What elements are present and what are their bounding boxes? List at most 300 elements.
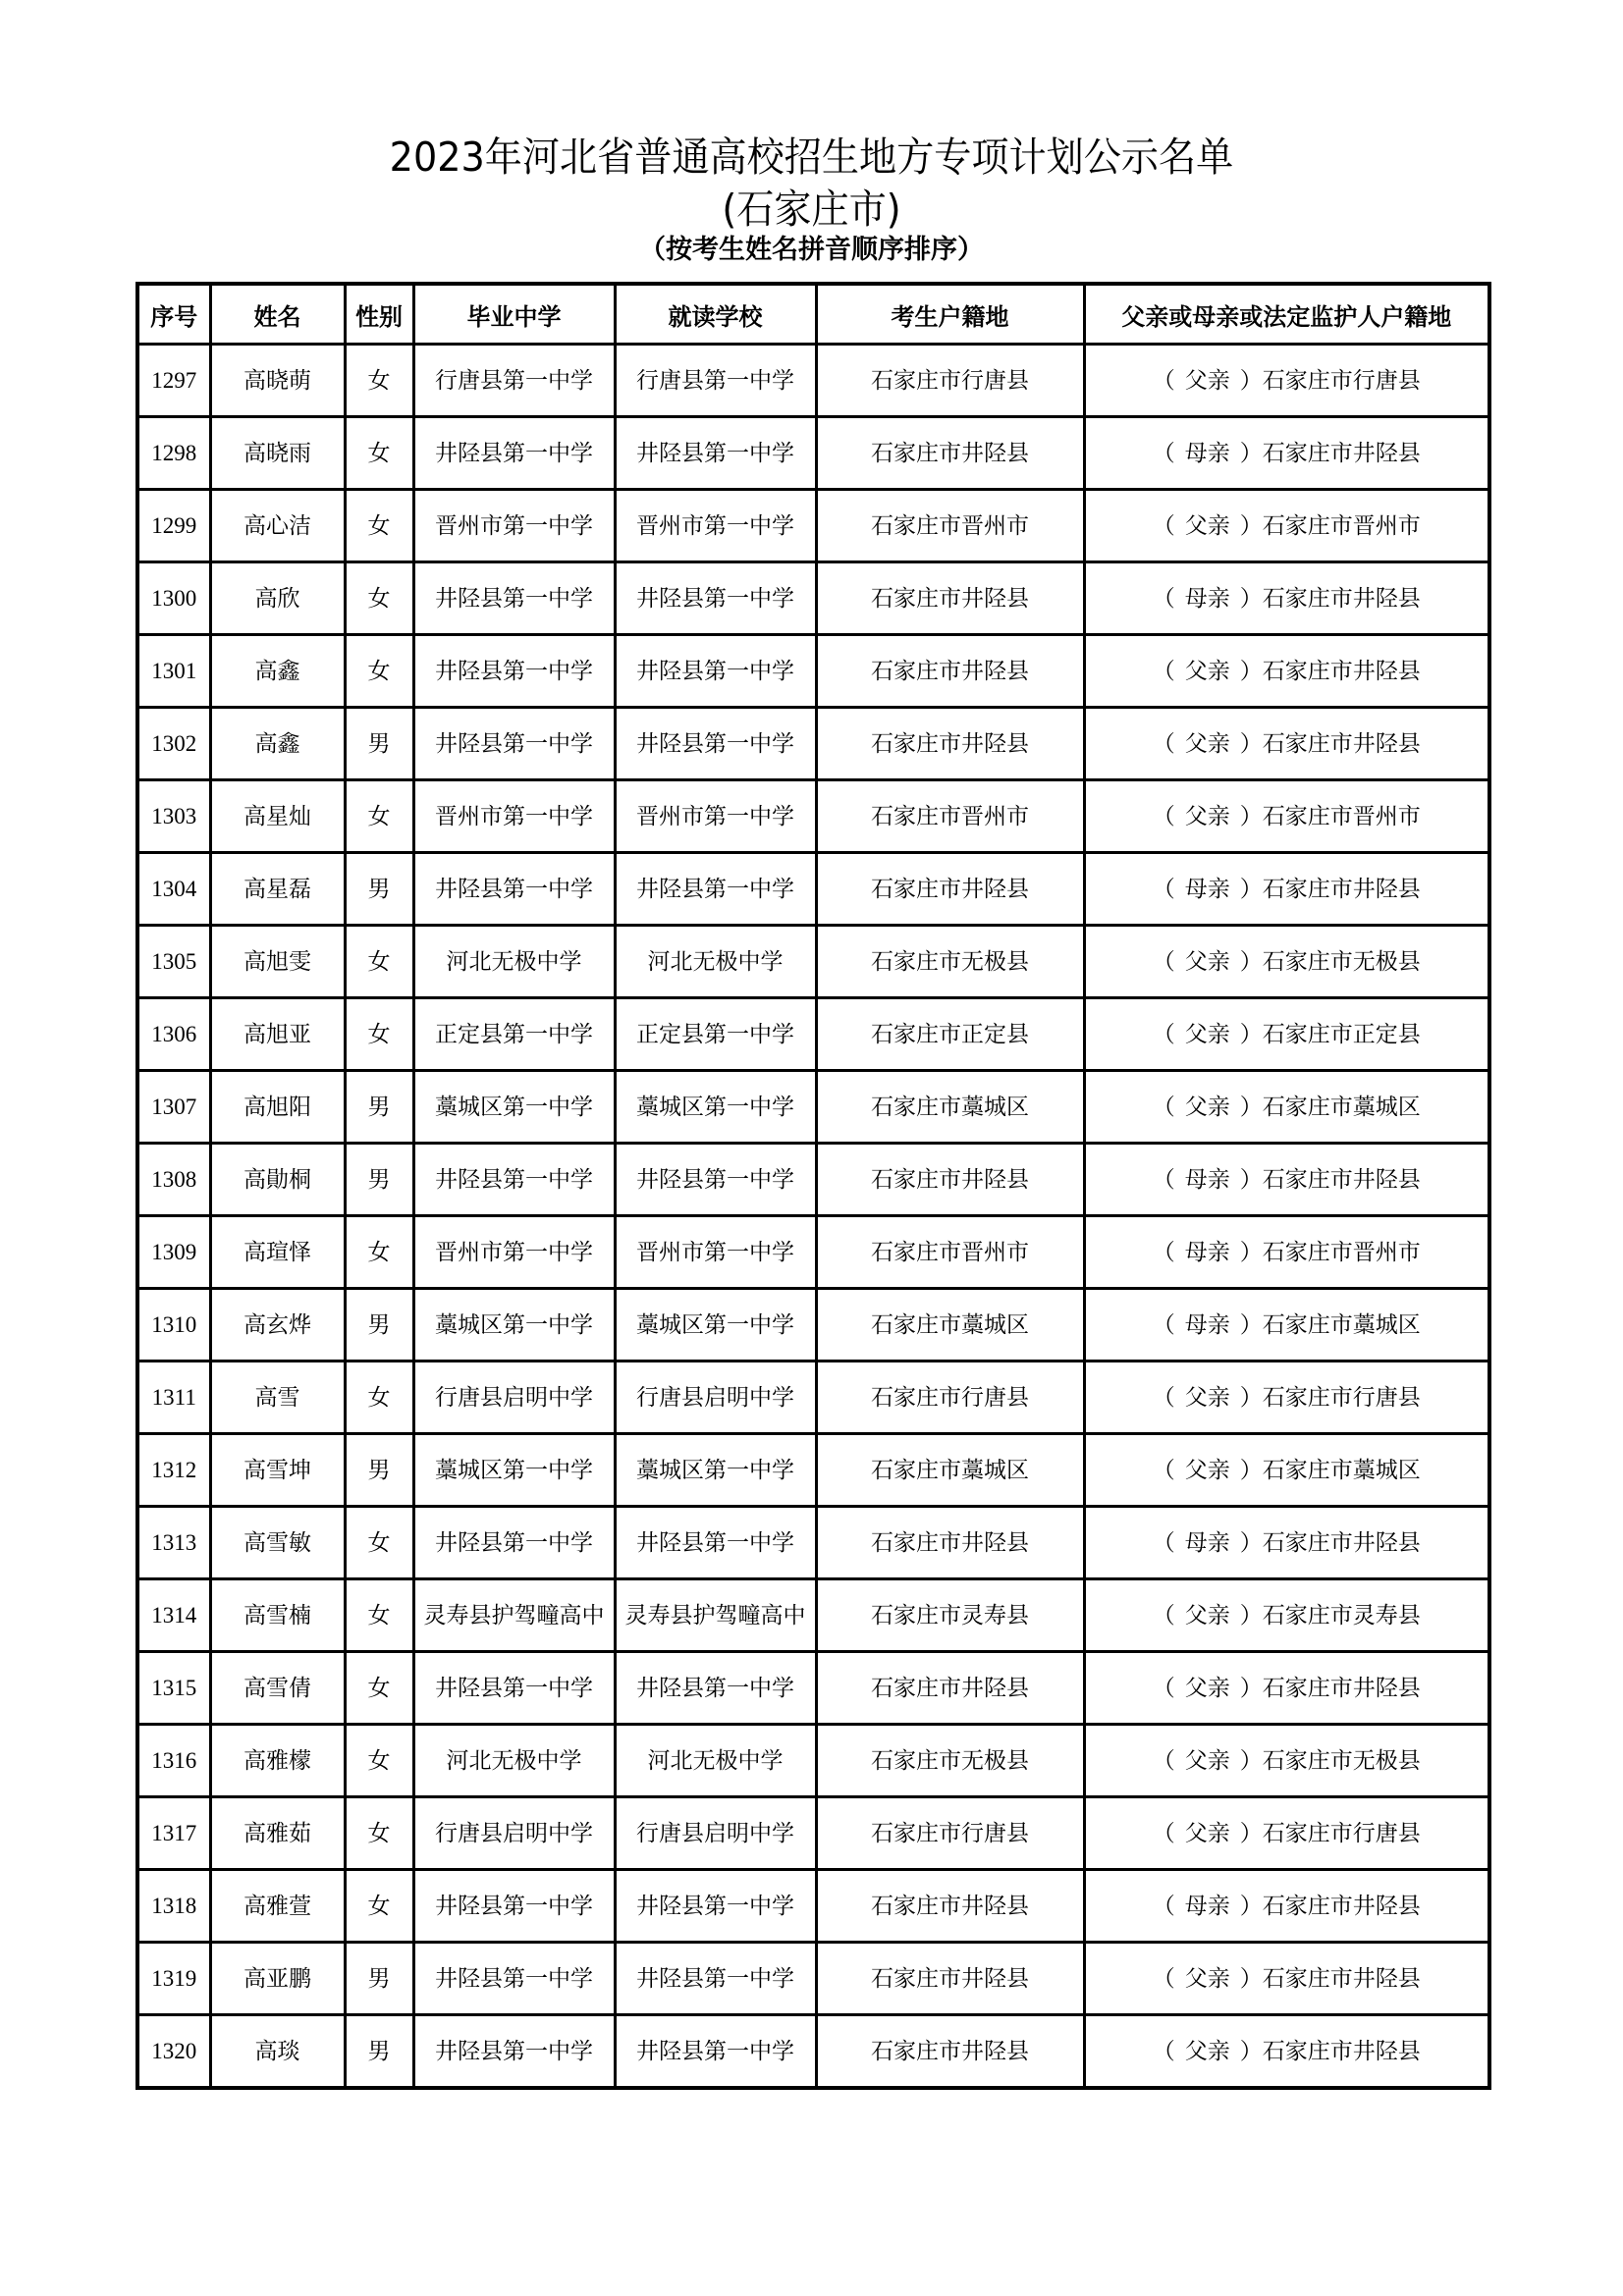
cell-gender: 男 xyxy=(345,1943,413,2015)
cell-number: 1299 xyxy=(137,490,210,562)
table-row xyxy=(137,1579,1489,1652)
guardian-paren-open: （ xyxy=(1152,803,1175,829)
guardian-paren-close: ） xyxy=(1239,367,1263,394)
cell-gender: 男 xyxy=(345,1434,413,1507)
cell-student-hukou: 石家庄市井陉县 xyxy=(816,2015,1084,2089)
cell-student-hukou: 石家庄市晋州市 xyxy=(816,1216,1084,1289)
cell-name: 高勛桐 xyxy=(210,1144,345,1216)
guardian-hukou-text: 石家庄市无极县 xyxy=(1262,1747,1421,1774)
cell-graduation-school: 晋州市第一中学 xyxy=(413,780,615,853)
cell-gender: 女 xyxy=(345,1870,413,1943)
guardian-paren-close: ） xyxy=(1239,1311,1263,1338)
cell-name: 高琰 xyxy=(210,2015,345,2089)
guardian-relation: 父亲 xyxy=(1184,1965,1230,1992)
cell-student-hukou: 石家庄市无极县 xyxy=(816,1725,1084,1797)
cell-attending-school: 行唐县第一中学 xyxy=(615,345,816,417)
cell-attending-school: 井陉县第一中学 xyxy=(615,1144,816,1216)
guardian-relation: 母亲 xyxy=(1184,440,1230,466)
cell-name: 高雅萱 xyxy=(210,1870,345,1943)
cell-guardian-hukou xyxy=(1084,853,1489,926)
cell-attending-school: 井陉县第一中学 xyxy=(615,853,816,926)
guardian-paren-open: （ xyxy=(1152,1747,1175,1774)
cell-graduation-school: 行唐县启明中学 xyxy=(413,1797,615,1870)
cell-graduation-school: 井陉县第一中学 xyxy=(413,1144,615,1216)
cell-gender: 女 xyxy=(345,1725,413,1797)
cell-number: 1311 xyxy=(137,1362,210,1434)
cell-student-hukou: 石家庄市井陉县 xyxy=(816,562,1084,635)
cell-number: 1312 xyxy=(137,1434,210,1507)
cell-student-hukou: 石家庄市井陉县 xyxy=(816,1507,1084,1579)
guardian-paren-close: ） xyxy=(1239,1384,1263,1411)
cell-number: 1308 xyxy=(137,1144,210,1216)
guardian-relation: 父亲 xyxy=(1184,803,1230,829)
cell-guardian-hukou xyxy=(1084,1507,1489,1579)
cell-name: 高雪敏 xyxy=(210,1507,345,1579)
guardian-paren-close: ） xyxy=(1239,1166,1263,1193)
document-city: (石家庄市) xyxy=(722,186,901,233)
table-row xyxy=(137,1071,1489,1144)
guardian-paren-close: ） xyxy=(1239,1529,1263,1556)
cell-gender: 男 xyxy=(345,708,413,780)
cell-attending-school: 藁城区第一中学 xyxy=(615,1434,816,1507)
cell-gender: 男 xyxy=(345,853,413,926)
guardian-paren-open: （ xyxy=(1152,1457,1175,1483)
cell-attending-school: 藁城区第一中学 xyxy=(615,1289,816,1362)
cell-attending-school: 井陉县第一中学 xyxy=(615,1870,816,1943)
guardian-paren-open: （ xyxy=(1152,1384,1175,1411)
cell-graduation-school: 晋州市第一中学 xyxy=(413,490,615,562)
guardian-hukou-text: 石家庄市藁城区 xyxy=(1262,1311,1421,1338)
cell-name: 高雪 xyxy=(210,1362,345,1434)
guardian-hukou-text: 石家庄市行唐县 xyxy=(1262,1384,1421,1411)
cell-graduation-school: 河北无极中学 xyxy=(413,1725,615,1797)
roster-table xyxy=(135,282,1491,2090)
cell-gender: 女 xyxy=(345,562,413,635)
guardian-relation: 母亲 xyxy=(1184,1311,1230,1338)
cell-name: 高晓萌 xyxy=(210,345,345,417)
cell-graduation-school: 井陉县第一中学 xyxy=(413,853,615,926)
cell-gender: 女 xyxy=(345,1652,413,1725)
cell-guardian-hukou xyxy=(1084,1725,1489,1797)
guardian-hukou-text: 石家庄市藁城区 xyxy=(1262,1457,1421,1483)
cell-student-hukou: 石家庄市井陉县 xyxy=(816,635,1084,708)
header-number: 序号 xyxy=(137,284,210,345)
guardian-paren-close: ） xyxy=(1239,1239,1263,1265)
table-row xyxy=(137,1507,1489,1579)
cell-guardian-hukou xyxy=(1084,708,1489,780)
cell-graduation-school: 藁城区第一中学 xyxy=(413,1289,615,1362)
cell-attending-school: 井陉县第一中学 xyxy=(615,417,816,490)
cell-graduation-school: 井陉县第一中学 xyxy=(413,562,615,635)
cell-guardian-hukou xyxy=(1084,1216,1489,1289)
guardian-hukou-text: 石家庄市井陉县 xyxy=(1262,876,1421,902)
guardian-paren-open: （ xyxy=(1152,1529,1175,1556)
guardian-paren-close: ） xyxy=(1239,876,1263,902)
guardian-hukou-text: 石家庄市行唐县 xyxy=(1262,367,1421,394)
table-row xyxy=(137,780,1489,853)
guardian-hukou-text: 石家庄市晋州市 xyxy=(1262,803,1421,829)
guardian-paren-open: （ xyxy=(1152,948,1175,975)
cell-number: 1316 xyxy=(137,1725,210,1797)
cell-name: 高亚鹏 xyxy=(210,1943,345,2015)
cell-graduation-school: 灵寿县护驾疃高中 xyxy=(413,1579,615,1652)
guardian-paren-close: ） xyxy=(1239,1457,1263,1483)
guardian-hukou-text: 石家庄市井陉县 xyxy=(1262,440,1421,466)
guardian-relation: 父亲 xyxy=(1184,1602,1230,1629)
cell-number: 1309 xyxy=(137,1216,210,1289)
guardian-relation: 父亲 xyxy=(1184,1820,1230,1846)
cell-guardian-hukou xyxy=(1084,926,1489,998)
table-row xyxy=(137,926,1489,998)
cell-number: 1315 xyxy=(137,1652,210,1725)
table-row xyxy=(137,562,1489,635)
cell-name: 高瑄怿 xyxy=(210,1216,345,1289)
cell-name: 高心洁 xyxy=(210,490,345,562)
cell-name: 高旭雯 xyxy=(210,926,345,998)
cell-gender: 女 xyxy=(345,780,413,853)
cell-gender: 女 xyxy=(345,1507,413,1579)
cell-student-hukou: 石家庄市藁城区 xyxy=(816,1071,1084,1144)
cell-name: 高鑫 xyxy=(210,635,345,708)
guardian-hukou-text: 石家庄市井陉县 xyxy=(1262,585,1421,612)
cell-graduation-school: 正定县第一中学 xyxy=(413,998,615,1071)
cell-attending-school: 河北无极中学 xyxy=(615,1725,816,1797)
guardian-hukou-text: 石家庄市井陉县 xyxy=(1262,1965,1421,1992)
cell-student-hukou: 石家庄市井陉县 xyxy=(816,1943,1084,2015)
cell-guardian-hukou xyxy=(1084,1144,1489,1216)
cell-student-hukou: 石家庄市藁城区 xyxy=(816,1289,1084,1362)
cell-attending-school: 井陉县第一中学 xyxy=(615,635,816,708)
cell-guardian-hukou xyxy=(1084,1870,1489,1943)
cell-name: 高旭亚 xyxy=(210,998,345,1071)
guardian-relation: 父亲 xyxy=(1184,1094,1230,1120)
cell-student-hukou: 石家庄市晋州市 xyxy=(816,490,1084,562)
cell-graduation-school: 井陉县第一中学 xyxy=(413,1652,615,1725)
guardian-paren-open: （ xyxy=(1152,1166,1175,1193)
cell-guardian-hukou xyxy=(1084,1289,1489,1362)
guardian-paren-close: ） xyxy=(1239,1747,1263,1774)
cell-gender: 男 xyxy=(345,1144,413,1216)
cell-name: 高星磊 xyxy=(210,853,345,926)
cell-student-hukou: 石家庄市井陉县 xyxy=(816,708,1084,780)
cell-guardian-hukou xyxy=(1084,562,1489,635)
cell-gender: 男 xyxy=(345,1289,413,1362)
cell-student-hukou: 石家庄市行唐县 xyxy=(816,1362,1084,1434)
cell-guardian-hukou xyxy=(1084,780,1489,853)
guardian-paren-open: （ xyxy=(1152,512,1175,539)
guardian-hukou-text: 石家庄市井陉县 xyxy=(1262,658,1421,684)
cell-number: 1304 xyxy=(137,853,210,926)
guardian-paren-open: （ xyxy=(1152,1965,1175,1992)
table-row xyxy=(137,490,1489,562)
cell-graduation-school: 井陉县第一中学 xyxy=(413,1943,615,2015)
cell-name: 高星灿 xyxy=(210,780,345,853)
guardian-paren-close: ） xyxy=(1239,1675,1263,1701)
guardian-paren-open: （ xyxy=(1152,367,1175,394)
guardian-paren-close: ） xyxy=(1239,730,1263,757)
cell-graduation-school: 晋州市第一中学 xyxy=(413,1216,615,1289)
cell-student-hukou: 石家庄市行唐县 xyxy=(816,345,1084,417)
guardian-paren-open: （ xyxy=(1152,440,1175,466)
cell-guardian-hukou xyxy=(1084,490,1489,562)
cell-attending-school: 藁城区第一中学 xyxy=(615,1071,816,1144)
cell-guardian-hukou xyxy=(1084,1797,1489,1870)
cell-student-hukou: 石家庄市行唐县 xyxy=(816,1797,1084,1870)
cell-guardian-hukou xyxy=(1084,635,1489,708)
guardian-hukou-text: 石家庄市正定县 xyxy=(1262,1021,1421,1047)
cell-gender: 女 xyxy=(345,1797,413,1870)
document-title: 2023年河北省普通高校招生地方专项计划公示名单 xyxy=(389,133,1234,181)
cell-student-hukou: 石家庄市井陉县 xyxy=(816,417,1084,490)
cell-guardian-hukou xyxy=(1084,1579,1489,1652)
cell-attending-school: 灵寿县护驾疃高中 xyxy=(615,1579,816,1652)
cell-gender: 女 xyxy=(345,1579,413,1652)
guardian-relation: 母亲 xyxy=(1184,876,1230,902)
cell-guardian-hukou xyxy=(1084,2015,1489,2089)
cell-number: 1301 xyxy=(137,635,210,708)
guardian-hukou-text: 石家庄市灵寿县 xyxy=(1262,1602,1421,1629)
guardian-paren-open: （ xyxy=(1152,1239,1175,1265)
cell-attending-school: 河北无极中学 xyxy=(615,926,816,998)
guardian-paren-open: （ xyxy=(1152,876,1175,902)
cell-student-hukou: 石家庄市正定县 xyxy=(816,998,1084,1071)
cell-attending-school: 晋州市第一中学 xyxy=(615,490,816,562)
table-row xyxy=(137,2015,1489,2089)
guardian-hukou-text: 石家庄市井陉县 xyxy=(1262,1675,1421,1701)
guardian-paren-open: （ xyxy=(1152,1893,1175,1919)
guardian-paren-open: （ xyxy=(1152,1094,1175,1120)
cell-student-hukou: 石家庄市灵寿县 xyxy=(816,1579,1084,1652)
cell-gender: 男 xyxy=(345,1071,413,1144)
guardian-hukou-text: 石家庄市行唐县 xyxy=(1262,1820,1421,1846)
guardian-paren-close: ） xyxy=(1239,1893,1263,1919)
guardian-paren-open: （ xyxy=(1152,1311,1175,1338)
guardian-paren-close: ） xyxy=(1239,440,1263,466)
cell-gender: 女 xyxy=(345,417,413,490)
guardian-hukou-text: 石家庄市井陉县 xyxy=(1262,1529,1421,1556)
table-row xyxy=(137,1797,1489,1870)
cell-name: 高雅檬 xyxy=(210,1725,345,1797)
cell-gender: 男 xyxy=(345,2015,413,2089)
cell-attending-school: 井陉县第一中学 xyxy=(615,1507,816,1579)
cell-number: 1298 xyxy=(137,417,210,490)
cell-name: 高雪楠 xyxy=(210,1579,345,1652)
guardian-hukou-text: 石家庄市晋州市 xyxy=(1262,1239,1421,1265)
cell-gender: 女 xyxy=(345,345,413,417)
cell-gender: 女 xyxy=(345,490,413,562)
cell-guardian-hukou xyxy=(1084,417,1489,490)
guardian-relation: 父亲 xyxy=(1184,1457,1230,1483)
cell-name: 高玄烨 xyxy=(210,1289,345,1362)
cell-attending-school: 晋州市第一中学 xyxy=(615,1216,816,1289)
cell-attending-school: 井陉县第一中学 xyxy=(615,708,816,780)
guardian-paren-close: ） xyxy=(1239,585,1263,612)
cell-number: 1302 xyxy=(137,708,210,780)
cell-graduation-school: 藁城区第一中学 xyxy=(413,1071,615,1144)
table-row xyxy=(137,1434,1489,1507)
guardian-hukou-text: 石家庄市无极县 xyxy=(1262,948,1421,975)
cell-gender: 女 xyxy=(345,1362,413,1434)
table-row xyxy=(137,1144,1489,1216)
cell-graduation-school: 井陉县第一中学 xyxy=(413,417,615,490)
cell-student-hukou: 石家庄市藁城区 xyxy=(816,1434,1084,1507)
cell-number: 1307 xyxy=(137,1071,210,1144)
header-guardian-hukou: 父亲或母亲或法定监护人户籍地 xyxy=(1084,284,1489,345)
header-graduation-school: 毕业中学 xyxy=(413,284,615,345)
cell-attending-school: 井陉县第一中学 xyxy=(615,1943,816,2015)
guardian-paren-open: （ xyxy=(1152,658,1175,684)
guardian-paren-open: （ xyxy=(1152,1675,1175,1701)
table-row xyxy=(137,417,1489,490)
cell-attending-school: 行唐县启明中学 xyxy=(615,1797,816,1870)
cell-number: 1300 xyxy=(137,562,210,635)
table-row xyxy=(137,1216,1489,1289)
guardian-paren-open: （ xyxy=(1152,1021,1175,1047)
cell-number: 1319 xyxy=(137,1943,210,2015)
table-row xyxy=(137,635,1489,708)
cell-number: 1313 xyxy=(137,1507,210,1579)
cell-attending-school: 井陉县第一中学 xyxy=(615,1652,816,1725)
cell-number: 1318 xyxy=(137,1870,210,1943)
guardian-relation: 父亲 xyxy=(1184,1747,1230,1774)
guardian-relation: 父亲 xyxy=(1184,658,1230,684)
table-row xyxy=(137,1870,1489,1943)
cell-graduation-school: 行唐县启明中学 xyxy=(413,1362,615,1434)
cell-gender: 女 xyxy=(345,998,413,1071)
cell-student-hukou: 石家庄市无极县 xyxy=(816,926,1084,998)
table-row xyxy=(137,1362,1489,1434)
guardian-relation: 母亲 xyxy=(1184,1529,1230,1556)
header-attending-school: 就读学校 xyxy=(615,284,816,345)
cell-name: 高欣 xyxy=(210,562,345,635)
table-row xyxy=(137,1289,1489,1362)
guardian-hukou-text: 石家庄市井陉县 xyxy=(1262,1166,1421,1193)
guardian-relation: 母亲 xyxy=(1184,1166,1230,1193)
cell-graduation-school: 河北无极中学 xyxy=(413,926,615,998)
guardian-relation: 母亲 xyxy=(1184,1893,1230,1919)
cell-attending-school: 井陉县第一中学 xyxy=(615,2015,816,2089)
cell-graduation-school: 井陉县第一中学 xyxy=(413,2015,615,2089)
guardian-paren-open: （ xyxy=(1152,1820,1175,1846)
cell-gender: 女 xyxy=(345,635,413,708)
header-gender: 性别 xyxy=(345,284,413,345)
cell-attending-school: 行唐县启明中学 xyxy=(615,1362,816,1434)
cell-number: 1306 xyxy=(137,998,210,1071)
guardian-hukou-text: 石家庄市井陉县 xyxy=(1262,2038,1421,2064)
guardian-paren-close: ） xyxy=(1239,1820,1263,1846)
cell-student-hukou: 石家庄市井陉县 xyxy=(816,853,1084,926)
table-row xyxy=(137,1725,1489,1797)
cell-graduation-school: 井陉县第一中学 xyxy=(413,635,615,708)
cell-number: 1317 xyxy=(137,1797,210,1870)
cell-guardian-hukou xyxy=(1084,1652,1489,1725)
cell-guardian-hukou xyxy=(1084,1943,1489,2015)
header-student-hukou: 考生户籍地 xyxy=(816,284,1084,345)
cell-graduation-school: 井陉县第一中学 xyxy=(413,1870,615,1943)
table-body xyxy=(137,345,1489,2089)
guardian-paren-open: （ xyxy=(1152,585,1175,612)
cell-graduation-school: 井陉县第一中学 xyxy=(413,708,615,780)
table-row xyxy=(137,708,1489,780)
cell-name: 高旭阳 xyxy=(210,1071,345,1144)
cell-number: 1310 xyxy=(137,1289,210,1362)
cell-attending-school: 正定县第一中学 xyxy=(615,998,816,1071)
cell-graduation-school: 行唐县第一中学 xyxy=(413,345,615,417)
cell-guardian-hukou xyxy=(1084,998,1489,1071)
cell-name: 高雪坤 xyxy=(210,1434,345,1507)
cell-guardian-hukou xyxy=(1084,1434,1489,1507)
header-row xyxy=(137,284,1489,345)
guardian-paren-close: ） xyxy=(1239,1094,1263,1120)
table-row xyxy=(137,1652,1489,1725)
guardian-paren-open: （ xyxy=(1152,730,1175,757)
document-subtitle: （按考生姓名拼音顺序排序） xyxy=(639,235,984,265)
guardian-relation: 父亲 xyxy=(1184,948,1230,975)
cell-number: 1297 xyxy=(137,345,210,417)
guardian-relation: 父亲 xyxy=(1184,2038,1230,2064)
guardian-relation: 母亲 xyxy=(1184,585,1230,612)
guardian-hukou-text: 石家庄市井陉县 xyxy=(1262,1893,1421,1919)
cell-guardian-hukou xyxy=(1084,1362,1489,1434)
table-row xyxy=(137,345,1489,417)
guardian-relation: 父亲 xyxy=(1184,367,1230,394)
cell-gender: 女 xyxy=(345,1216,413,1289)
guardian-relation: 母亲 xyxy=(1184,1239,1230,1265)
table-row xyxy=(137,998,1489,1071)
cell-number: 1305 xyxy=(137,926,210,998)
guardian-paren-close: ） xyxy=(1239,658,1263,684)
guardian-paren-close: ） xyxy=(1239,512,1263,539)
cell-student-hukou: 石家庄市井陉县 xyxy=(816,1870,1084,1943)
cell-attending-school: 井陉县第一中学 xyxy=(615,562,816,635)
guardian-paren-close: ） xyxy=(1239,803,1263,829)
guardian-paren-close: ） xyxy=(1239,1965,1263,1992)
guardian-hukou-text: 石家庄市井陉县 xyxy=(1262,730,1421,757)
guardian-paren-close: ） xyxy=(1239,948,1263,975)
cell-guardian-hukou xyxy=(1084,345,1489,417)
cell-gender: 女 xyxy=(345,926,413,998)
cell-number: 1320 xyxy=(137,2015,210,2089)
cell-graduation-school: 井陉县第一中学 xyxy=(413,1507,615,1579)
guardian-relation: 父亲 xyxy=(1184,730,1230,757)
cell-name: 高晓雨 xyxy=(210,417,345,490)
header-name: 姓名 xyxy=(210,284,345,345)
cell-guardian-hukou xyxy=(1084,1071,1489,1144)
cell-number: 1314 xyxy=(137,1579,210,1652)
table-row xyxy=(137,1943,1489,2015)
cell-student-hukou: 石家庄市井陉县 xyxy=(816,1652,1084,1725)
guardian-paren-close: ） xyxy=(1239,2038,1263,2064)
guardian-paren-close: ） xyxy=(1239,1602,1263,1629)
guardian-relation: 父亲 xyxy=(1184,512,1230,539)
cell-name: 高雅茹 xyxy=(210,1797,345,1870)
cell-attending-school: 晋州市第一中学 xyxy=(615,780,816,853)
cell-student-hukou: 石家庄市晋州市 xyxy=(816,780,1084,853)
guardian-hukou-text: 石家庄市藁城区 xyxy=(1262,1094,1421,1120)
guardian-hukou-text: 石家庄市晋州市 xyxy=(1262,512,1421,539)
guardian-paren-open: （ xyxy=(1152,1602,1175,1629)
guardian-paren-open: （ xyxy=(1152,2038,1175,2064)
cell-name: 高鑫 xyxy=(210,708,345,780)
guardian-relation: 父亲 xyxy=(1184,1384,1230,1411)
cell-student-hukou: 石家庄市井陉县 xyxy=(816,1144,1084,1216)
cell-name: 高雪倩 xyxy=(210,1652,345,1725)
guardian-paren-close: ） xyxy=(1239,1021,1263,1047)
guardian-relation: 父亲 xyxy=(1184,1675,1230,1701)
cell-graduation-school: 藁城区第一中学 xyxy=(413,1434,615,1507)
cell-number: 1303 xyxy=(137,780,210,853)
guardian-relation: 父亲 xyxy=(1184,1021,1230,1047)
